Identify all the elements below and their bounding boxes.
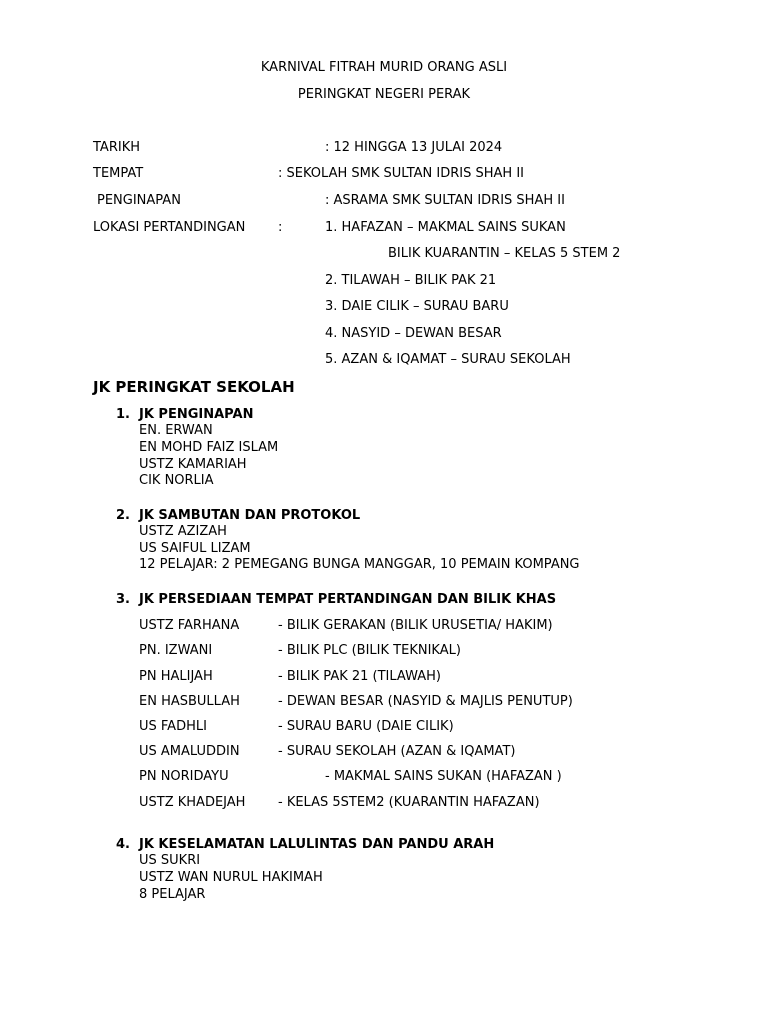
- committee-title: JK SAMBUTAN DAN PROTOKOL: [139, 508, 361, 523]
- assignment-task: - MAKMAL SAINS SUKAN (HAFAZAN ): [325, 769, 562, 784]
- committee-member: EN MOHD FAIZ ISLAM: [139, 440, 279, 455]
- lokasi-item: 5. AZAN & IQAMAT – SURAU SEKOLAH: [325, 352, 571, 367]
- doc-title-line2: PERINGKAT NEGERI PERAK: [297, 87, 471, 102]
- penginapan-label: PENGINAPAN: [97, 193, 181, 208]
- penginapan-value: : ASRAMA SMK SULTAN IDRIS SHAH II: [325, 193, 565, 208]
- committee-number: 3.: [116, 592, 130, 607]
- committee-member: USTZ WAN NURUL HAKIMAH: [139, 870, 323, 885]
- tarikh-label: TARIKH: [93, 140, 140, 155]
- committee-title: JK KESELAMATAN LALULINTAS DAN PANDU ARAH: [139, 837, 495, 852]
- lokasi-item: 2. TILAWAH – BILIK PAK 21: [325, 273, 497, 288]
- assignment-task: - BILIK PAK 21 (TILAWAH): [278, 669, 441, 684]
- lokasi-label: LOKASI PERTANDINGAN: [93, 220, 246, 235]
- assignment-task: - SURAU BARU (DAIE CILIK): [278, 719, 454, 734]
- committee-member: USTZ KAMARIAH: [139, 457, 247, 472]
- assignment-name: EN HASBULLAH: [139, 694, 240, 709]
- section-heading: JK PERINGKAT SEKOLAH: [93, 378, 295, 396]
- committee-number: 4.: [116, 837, 130, 852]
- tempat-label: TEMPAT: [93, 166, 144, 181]
- committee-member: US SAIFUL LIZAM: [139, 541, 251, 556]
- committee-number: 1.: [116, 407, 130, 422]
- assignment-name: PN. IZWANI: [139, 643, 213, 658]
- committee-member: 12 PELAJAR: 2 PEMEGANG BUNGA MANGGAR, 10 PEMAIN KOMPANG: [139, 557, 580, 572]
- assignment-task: - BILIK GERAKAN (BILIK URUSETIA/ HAKIM): [278, 618, 553, 633]
- assignment-name: USTZ KHADEJAH: [139, 795, 246, 810]
- committee-number: 2.: [116, 508, 130, 523]
- committee-member: US SUKRI: [139, 853, 201, 868]
- committee-member: USTZ AZIZAH: [139, 524, 227, 539]
- assignment-task: - DEWAN BESAR (NASYID & MAJLIS PENUTUP): [278, 694, 573, 709]
- tarikh-value: : 12 HINGGA 13 JULAI 2024: [325, 140, 503, 155]
- lokasi-item: 1. HAFAZAN – MAKMAL SAINS SUKAN: [325, 220, 566, 235]
- assignment-name: PN NORIDAYU: [139, 769, 229, 784]
- committee-title: JK PERSEDIAAN TEMPAT PERTANDINGAN DAN BILIK KHAS: [139, 592, 557, 607]
- lokasi-item: BILIK KUARANTIN – KELAS 5 STEM 2: [388, 246, 621, 261]
- committee-member: CIK NORLIA: [139, 473, 214, 488]
- lokasi-item: 4. NASYID – DEWAN BESAR: [325, 326, 502, 341]
- committee-title: JK PENGINAPAN: [139, 407, 254, 422]
- lokasi-item: 3. DAIE CILIK – SURAU BARU: [325, 299, 509, 314]
- assignment-task: - BILIK PLC (BILIK TEKNIKAL): [278, 643, 461, 658]
- tempat-value: : SEKOLAH SMK SULTAN IDRIS SHAH II: [278, 166, 524, 181]
- committee-member: 8 PELAJAR: [139, 887, 206, 902]
- committee-member: EN. ERWAN: [139, 423, 213, 438]
- assignment-task: - KELAS 5STEM2 (KUARANTIN HAFAZAN): [278, 795, 540, 810]
- assignment-name: US FADHLI: [139, 719, 207, 734]
- assignment-name: US AMALUDDIN: [139, 744, 240, 759]
- lokasi-colon: :: [278, 220, 283, 235]
- assignment-name: PN HALIJAH: [139, 669, 213, 684]
- assignment-name: USTZ FARHANA: [139, 618, 240, 633]
- doc-title-line1: KARNIVAL FITRAH MURID ORANG ASLI: [260, 60, 508, 75]
- assignment-task: - SURAU SEKOLAH (AZAN & IQAMAT): [278, 744, 516, 759]
